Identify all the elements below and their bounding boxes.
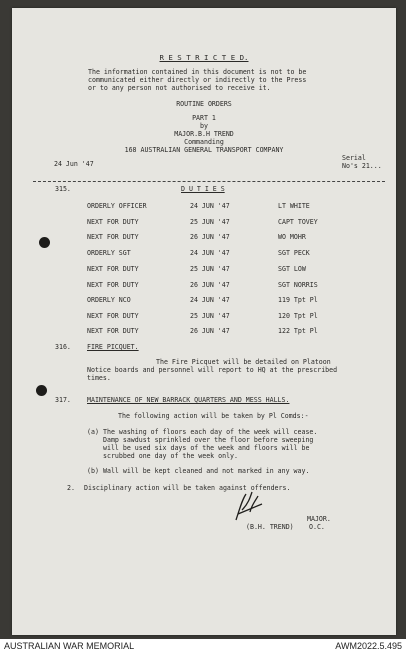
part-label: PART 1 <box>192 114 216 122</box>
duty-person: 119 Tpt Pl <box>278 296 318 304</box>
item-b-text: Wall will be kept cleaned and not marked in any way. <box>103 467 310 475</box>
by-label: by <box>200 122 208 130</box>
duty-date: 24 JUN '47 <box>190 249 230 257</box>
duty-role: ORDERLY NCO <box>87 296 131 304</box>
duty-role: NEXT FOR DUTY <box>87 218 139 226</box>
duty-person: 122 Tpt Pl <box>278 327 318 335</box>
item-b-label: (b) <box>87 467 99 475</box>
duty-date: 26 JUN '47 <box>190 233 230 241</box>
archive-footer <box>0 639 406 653</box>
item-2-text: Disciplinary action will be taken against offenders. <box>84 484 291 492</box>
duty-person: SGT NORRIS <box>278 281 318 289</box>
order-date: 24 Jun '47 <box>54 160 94 168</box>
item-a-line-3: will be used six days of the week and floors will be <box>103 444 310 452</box>
signature-title: O.C. <box>309 523 325 531</box>
item-a-label: (a) <box>87 428 99 436</box>
commanding-label: Commanding <box>184 138 224 146</box>
duty-date: 24 JUN '47 <box>190 202 230 210</box>
duty-date: 26 JUN '47 <box>190 281 230 289</box>
notice-line-3: or to any person not authorised to receive it. <box>88 84 271 92</box>
signature-name: (B.H. TREND) <box>246 523 294 531</box>
item-a-line-2: Damp sawdust sprinkled over the floor before sweeping <box>103 436 314 444</box>
duty-person: SGT LOW <box>278 265 306 273</box>
duty-person: 120 Tpt Pl <box>278 312 318 320</box>
orders-heading: ROUTINE ORDERS <box>176 100 232 108</box>
duty-person: CAPT TOVEY <box>278 218 318 226</box>
archive-id: AWM2022.5.495 <box>335 641 402 651</box>
barrack-number: 317. <box>55 396 71 404</box>
barrack-intro: The following action will be taken by Pl Comds:- <box>118 412 309 420</box>
handwritten-signature <box>232 490 272 524</box>
archive-name: AUSTRALIAN WAR MEMORIAL <box>4 641 135 651</box>
item-a-line-4: scrubbed one day of the week only. <box>103 452 238 460</box>
item-2-label: 2. <box>67 484 75 492</box>
picquet-number: 316. <box>55 343 71 351</box>
picquet-line-1: The Fire Picquet will be detailed on Platoon <box>156 358 331 366</box>
duty-date: 25 JUN '47 <box>190 312 230 320</box>
document-sheet <box>12 8 396 635</box>
duty-role: NEXT FOR DUTY <box>87 312 139 320</box>
notice-line-2: communicated either directly or indirectly to the Press <box>88 76 307 84</box>
duty-date: 26 JUN '47 <box>190 327 230 335</box>
duty-person: SGT PECK <box>278 249 310 257</box>
punch-hole <box>39 237 50 248</box>
barrack-title: MAINTENANCE OF NEW BARRACK QUARTERS AND MESS HALLS. <box>87 396 290 404</box>
picquet-line-2: Notice boards and personnel will report to HQ at the prescribed <box>87 366 338 374</box>
punch-hole <box>36 385 47 396</box>
duty-date: 24 JUN '47 <box>190 296 230 304</box>
duties-number: 315. <box>55 185 71 193</box>
duty-role: ORDERLY OFFICER <box>87 202 147 210</box>
duties-title: D U T I E S <box>181 185 225 193</box>
duty-date: 25 JUN '47 <box>190 218 230 226</box>
classification-label: R E S T R I C T E D. <box>159 53 249 62</box>
duty-role: NEXT FOR DUTY <box>87 265 139 273</box>
duty-person: WO MOHR <box>278 233 306 241</box>
unit-name: 168 AUSTRALIAN GENERAL TRANSPORT COMPANY <box>124 146 284 154</box>
signature-rank: MAJOR. <box>307 515 331 523</box>
duty-role: ORDERLY SGT <box>87 249 131 257</box>
duty-date: 25 JUN '47 <box>190 265 230 273</box>
notice-line-1: The information contained in this document is not to be <box>88 68 307 76</box>
serial-label: Serial <box>342 154 366 162</box>
picquet-line-3: times. <box>87 374 111 382</box>
divider-line <box>33 181 385 182</box>
picquet-title: FIRE PICQUET. <box>87 343 139 351</box>
serial-number: No's 21... <box>342 162 382 170</box>
duty-person: LT WHITE <box>278 202 310 210</box>
officer-name: MAJOR.B.H TREND <box>174 130 234 138</box>
item-a-line-1: The washing of floors each day of the week will cease. <box>103 428 318 436</box>
duty-role: NEXT FOR DUTY <box>87 327 139 335</box>
duty-role: NEXT FOR DUTY <box>87 281 139 289</box>
duty-role: NEXT FOR DUTY <box>87 233 139 241</box>
